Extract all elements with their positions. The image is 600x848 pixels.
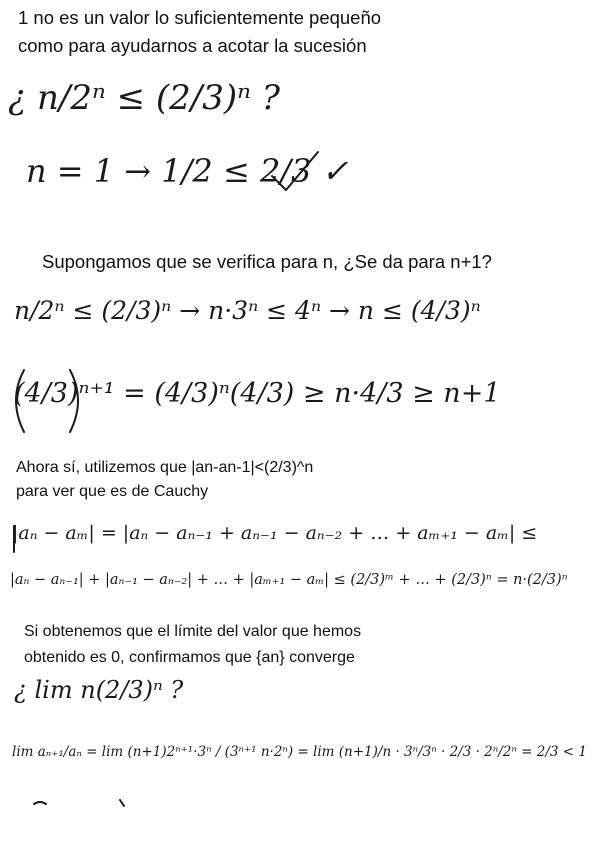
- cauchy-line-2: para ver que es de Cauchy: [16, 483, 209, 500]
- limit-line-1: Si obtenemos que el límite del valor que hemos: [24, 623, 362, 640]
- handwritten-cauchy-ineq-1: |aₙ − aₘ| = |aₙ − aₙ₋₁ + aₙ₋₁ − aₙ₋₂ + … + aₘ₊₁ − aₘ| ≤: [12, 522, 538, 544]
- handwritten-ratio-test: lim aₙ₊₁/aₙ = lim (n+1)2ⁿ⁺¹·3ⁿ / (3ⁿ⁺¹ n·2ⁿ) = lim (n+1)/n · 3ⁿ/3ⁿ · 2/3 · 2ⁿ/2ⁿ = 2/3 < 1: [12, 744, 587, 760]
- cauchy-line-1: Ahora sí, utilizemos que |an-an-1|<(2/3)^n: [16, 459, 314, 476]
- handwritten-cauchy-ineq-2: |aₙ − aₙ₋₁| + |aₙ₋₁ − aₙ₋₂| + … + |aₘ₊₁ − aₘ| ≤ (2/3)ᵐ + … + (2/3)ⁿ = n·(2/3)ⁿ: [10, 572, 568, 588]
- big-paren-right-stroke: [70, 370, 78, 432]
- intro-line-1: 1 no es un valor lo suficientemente pequeño: [18, 7, 382, 28]
- handwritten-base-case: n = 1 → 1/2 ≤ 2/3 ✓: [26, 152, 349, 190]
- handwritten-induction-step: (4/3)ⁿ⁺¹ = (4/3)ⁿ(4/3) ≥ n·4/3 ≥ n+1: [14, 378, 501, 409]
- handwritten-bound-question: ¿ n/2ⁿ ≤ (2/3)ⁿ ?: [8, 78, 280, 118]
- check-mark-icon: [272, 152, 318, 190]
- handwritten-limit-question: ¿ lim n(2/3)ⁿ ?: [14, 676, 184, 704]
- intro-line-2: como para ayudarnos a acotar la sucesión: [18, 35, 367, 56]
- stray-mark-stroke: [120, 800, 124, 806]
- handwritten-hypothesis-line: n/2ⁿ ≤ (2/3)ⁿ → n·3ⁿ ≤ 4ⁿ → n ≤ (4/3)ⁿ: [14, 296, 481, 325]
- induction-question: Supongamos que se verifica para n, ¿Se da para n+1?: [42, 251, 492, 272]
- stray-mark-stroke: [34, 802, 46, 804]
- limit-line-2: obtenido es 0, confirmamos que {an} converge: [24, 649, 355, 666]
- big-paren-left-stroke: [16, 370, 24, 432]
